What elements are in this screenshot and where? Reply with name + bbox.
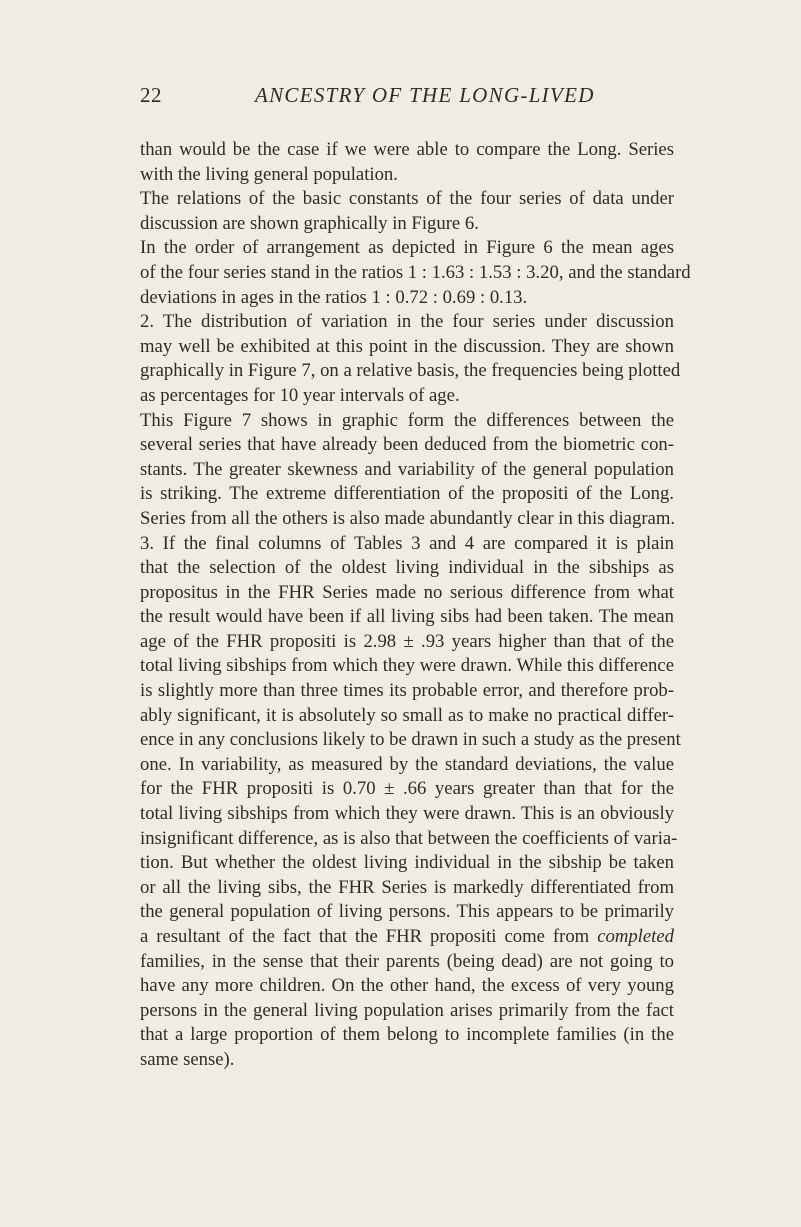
text-line: graphically in Figure 7, on a relative basis, the frequencies being plotted <box>140 360 681 382</box>
text-line: total living sibships from which they were drawn. This is an obviously <box>140 803 674 825</box>
text-line: is striking. The extreme differentiation of the propositi of the Long. <box>140 483 674 505</box>
text-line: as percentages for 10 year intervals of age. <box>140 384 460 406</box>
text-line: persons in the general living population arises primarily from the fact <box>140 999 674 1021</box>
text-line: or all the living sibs, the FHR Series is markedly differentiated from <box>140 876 674 898</box>
text-run: a resultant of the fact that the FHR propositi come from <box>140 926 598 947</box>
text-line: 3. If the final columns of Tables 3 and 4 are compared it is plain <box>140 532 674 554</box>
text-line-emphasis <box>140 925 674 950</box>
text-line: ably significant, it is absolutely so small as to make no practical differ- <box>140 704 674 726</box>
text-line: stants. The greater skewness and variability of the general population <box>140 458 674 480</box>
text-line: with the living general population. <box>140 163 398 185</box>
text-line: that the selection of the oldest living individual in the sibships as <box>140 557 674 579</box>
text-line: the general population of living persons. This appears to be primarily <box>140 901 674 923</box>
text-line: age of the FHR propositi is 2.98 ± .93 years higher than that of the <box>140 630 674 652</box>
text-line: ence in any conclusions likely to be drawn in such a study as the present <box>140 729 681 751</box>
text-line: discussion are shown graphically in Figure 6. <box>140 212 479 234</box>
text-line: deviations in ages in the ratios 1 : 0.72 : 0.69 : 0.13. <box>140 286 528 308</box>
emphasized-word: completed <box>597 926 674 947</box>
text-line: that a large proportion of them belong to incomplete families (in the <box>140 1024 674 1046</box>
text-line: insignificant difference, as is also that between the coefficients of varia- <box>140 827 678 849</box>
text-line: The relations of the basic constants of the four series of data under <box>140 188 674 210</box>
text-line: Series from all the others is also made abundantly clear in this diagram. <box>140 507 676 529</box>
text-line: have any more children. On the other hand, the excess of very young <box>140 975 674 997</box>
text-line: This Figure 7 shows in graphic form the differences between the <box>140 409 674 431</box>
text-line: same sense). <box>140 1048 235 1070</box>
running-head: ANCESTRY OF THE LONG-LIVED <box>255 83 595 107</box>
text-line: than would be the case if we were able to compare the Long. Series <box>140 139 674 160</box>
text-line: is slightly more than three times its probable error, and therefore prob- <box>140 680 674 702</box>
text-line: propositus in the FHR Series made no serious difference from what <box>140 581 674 603</box>
body-text <box>140 138 691 1073</box>
page-header <box>0 83 801 117</box>
page-number: 22 <box>140 83 162 107</box>
text-line: total living sibships from which they were drawn. While this difference <box>140 655 674 677</box>
text-line: 2. The distribution of variation in the four series under discussion <box>140 311 674 333</box>
text-line: families, in the sense that their parents (being dead) are not going to <box>140 950 674 972</box>
text-line: tion. But whether the oldest living individual in the sibship be taken <box>140 852 674 874</box>
text-line: several series that have already been deduced from the biometric con- <box>140 434 674 456</box>
text-line: the result would have been if all living sibs had been taken. The mean <box>140 606 674 628</box>
text-line: In the order of arrangement as depicted in Figure 6 the mean ages <box>140 237 674 259</box>
text-line: one. In variability, as measured by the standard deviations, the value <box>140 753 674 775</box>
text-line: may well be exhibited at this point in the discussion. They are shown <box>140 335 674 357</box>
text-line: of the four series stand in the ratios 1 : 1.63 : 1.53 : 3.20, and the standard <box>140 261 691 283</box>
text-line: for the FHR propositi is 0.70 ± .66 years greater than that for the <box>140 778 674 800</box>
